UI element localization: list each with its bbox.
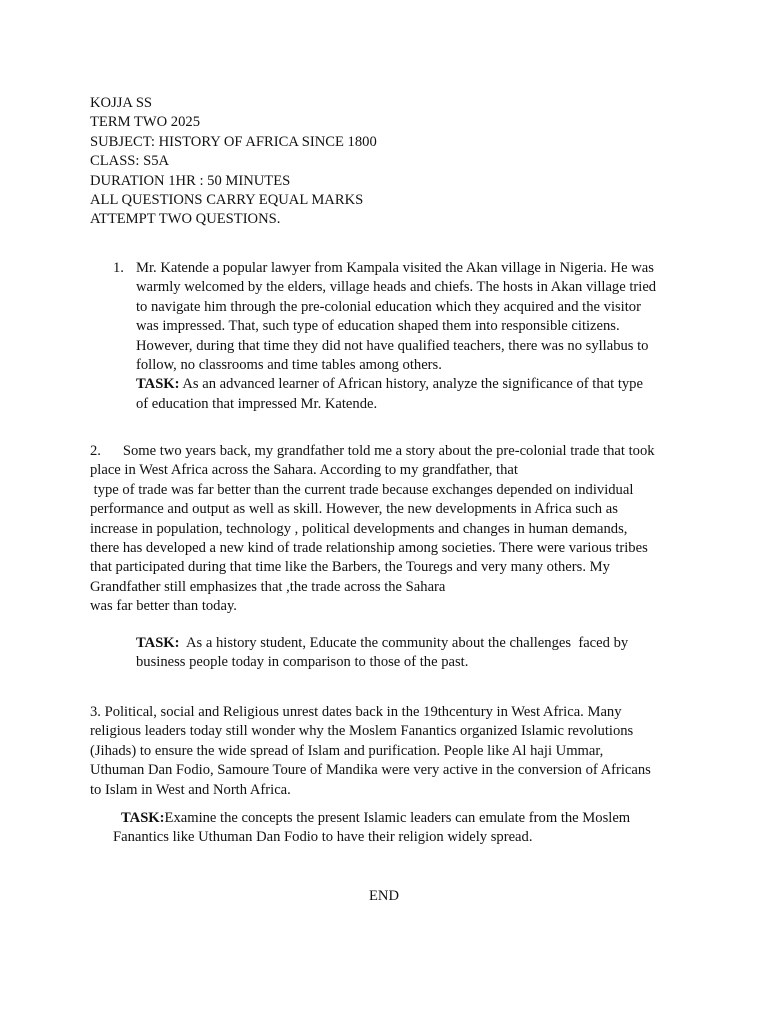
- task-label: TASK:: [136, 376, 180, 393]
- subject-line: SUBJECT: HISTORY OF AFRICA SINCE 1800: [90, 133, 377, 150]
- question-2-line: that participated during that time like the Barbers, the Touregs and very many others. My: [90, 559, 610, 576]
- question-3-line: religious leaders today still wonder why the Moslem Fanantics organized Islamic revolutions: [90, 723, 634, 740]
- question-1-line: to navigate him through the pre-colonial education which they acquired and the visitor: [136, 298, 641, 315]
- question-2-line: there has developed a new kind of trade relationship among societies. There were various tribes: [90, 540, 648, 557]
- question-2-line: performance and output as well as skill. However, the new developments in Africa such as: [90, 501, 618, 518]
- question-2-task-line: business people today in comparison to those of the past.: [136, 654, 469, 671]
- question-3: [90, 703, 690, 800]
- duration-line: DURATION 1HR : 50 MINUTES: [90, 172, 291, 189]
- question-3-line: (Jihads) to ensure the wide spread of Islam and purification. People like Al haji Ummar,: [90, 742, 604, 759]
- task-text: As an advanced learner of African history, analyze the significance of that type: [179, 376, 643, 393]
- question-1-body: [136, 259, 681, 414]
- question-3-task-line: Fanantics like Uthuman Dan Fodio to have their religion widely spread.: [113, 829, 533, 846]
- question-1-line: Mr. Katende a popular lawyer from Kampala visited the Akan village in Nigeria. He was: [136, 260, 654, 276]
- question-1-task: [136, 375, 681, 394]
- question-1-line: warmly welcomed by the elders, village heads and chiefs. The hosts in Akan village tried: [136, 279, 657, 296]
- question-1-line: follow, no classrooms and time tables among others.: [136, 357, 442, 374]
- question-2: [90, 442, 690, 617]
- attempt-line: ATTEMPT TWO QUESTIONS.: [90, 211, 281, 228]
- question-1-task-line: of education that impressed Mr. Katende.: [136, 395, 378, 412]
- question-2-line: was far better than today.: [90, 598, 237, 615]
- task-text: Examine the concepts the present Islamic leaders can emulate from the Moslem: [164, 810, 631, 826]
- question-3-line: to Islam in West and North Africa.: [90, 781, 291, 798]
- question-3-line: Uthuman Dan Fodio, Samoure Toure of Mandika were very active in the conversion of Africans: [90, 762, 651, 779]
- marks-line: ALL QUESTIONS CARRY EQUAL MARKS: [90, 192, 364, 209]
- question-2-line: type of trade was far better than the current trade because exchanges depended on individual: [90, 481, 634, 498]
- question-3-line: 3. Political, social and Religious unrest dates back in the 19thcentury in West Africa. Many: [90, 704, 622, 720]
- class-line: CLASS: S5A: [90, 153, 170, 170]
- question-2-line: 2. Some two years back, my grandfather told me a story about the pre-colonial trade that took: [90, 443, 655, 459]
- end-marker: END: [369, 888, 399, 904]
- task-text: As a history student, Educate the community about the challenges faced by: [179, 635, 629, 651]
- school-name: KOJJA SS: [90, 95, 153, 111]
- term-line: TERM TWO 2025: [90, 114, 200, 131]
- question-2-task: [136, 634, 676, 673]
- task-label: TASK:: [136, 635, 180, 651]
- exam-header: [90, 94, 377, 230]
- question-1-line: However, during that time they did not have qualified teachers, there was no syllabus to: [136, 337, 649, 354]
- task-label: TASK:: [121, 810, 165, 826]
- question-2-line: increase in population, technology , political developments and changes in human demands,: [90, 520, 628, 537]
- question-2-line: Grandfather still emphasizes that ,the trade across the Sahara: [90, 578, 446, 595]
- question-2-line: place in West Africa across the Sahara. According to my grandfather, that: [90, 462, 518, 479]
- question-1-number: 1.: [113, 260, 124, 276]
- question-1-line: was impressed. That, such type of education shaped them into responsible citizens.: [136, 318, 620, 335]
- question-3-task: [113, 809, 673, 848]
